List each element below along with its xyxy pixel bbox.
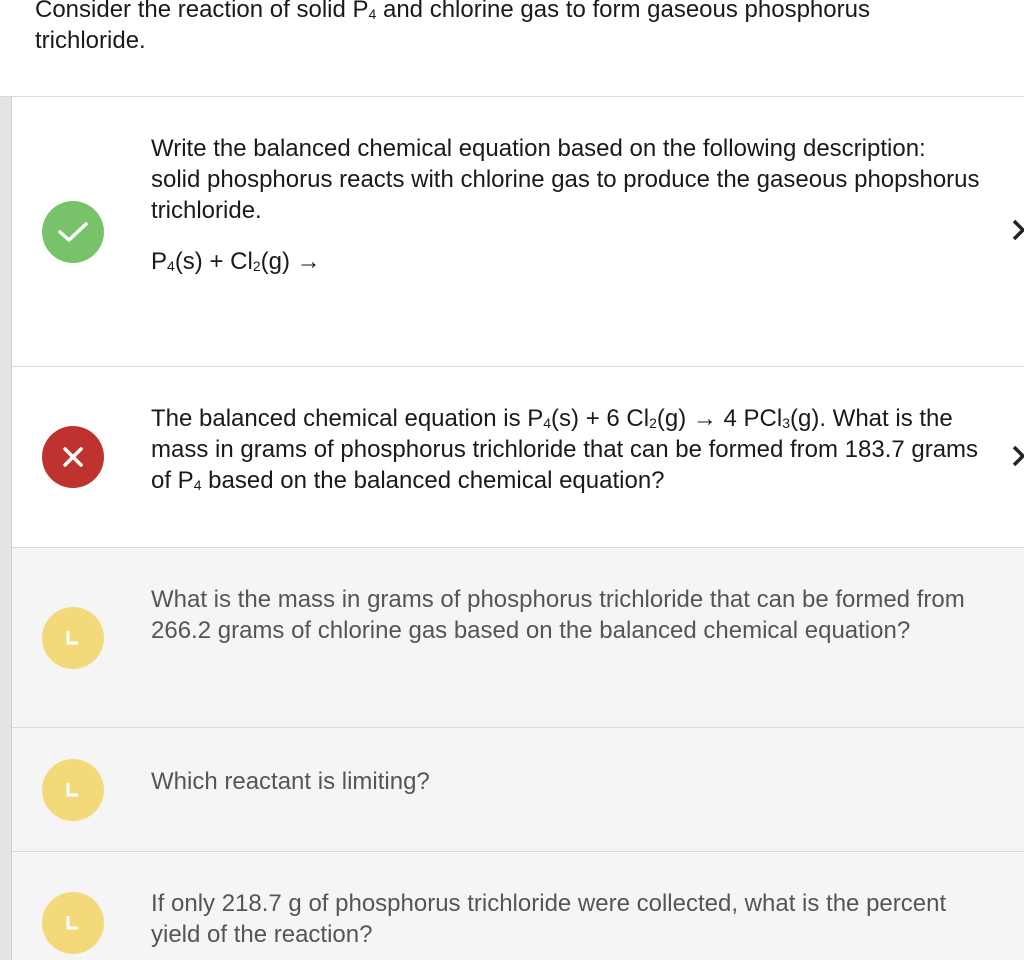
step-1-equation: $P_4(s) + Cl_2(g)$ → [151, 248, 321, 275]
intro-sub: 4 [368, 6, 377, 22]
lock-icon [42, 607, 104, 669]
chevron-right-icon[interactable] [1008, 215, 1024, 245]
step-2[interactable] [12, 367, 1024, 548]
intro-line1: Consider the reaction of solid P [35, 0, 369, 23]
checkmark-icon [42, 201, 104, 263]
step-1-description: solid phosphorus reacts with chlorine gas to produce the gaseous phopshorus trichloride. [151, 166, 980, 224]
intro-text [35, 0, 995, 56]
step-1[interactable] [12, 97, 1024, 367]
step-4-text: Which reactant is limiting? [151, 768, 430, 795]
step-5 [12, 852, 1024, 960]
lock-icon [42, 892, 104, 954]
intro-line1-end: and chlorine gas to form gaseous phosphorus [376, 0, 870, 23]
step-1-instruction: Write the balanced chemical equation based on the following description: [151, 135, 926, 162]
intro-line2: trichloride. [35, 27, 146, 54]
step-3 [12, 548, 1024, 728]
step-4 [12, 728, 1024, 852]
left-rail [0, 96, 12, 960]
lock-icon [42, 759, 104, 821]
chevron-right-icon[interactable] [1008, 441, 1024, 471]
x-icon [42, 426, 104, 488]
step-3-text: What is the mass in grams of phosphorus trichloride that can be formed from 266.2 grams of chlorine gas based on the balanced chemical equation? [151, 586, 965, 644]
step-1-text [151, 133, 981, 277]
step-5-text: If only 218.7 g of phosphorus trichloride were collected, what is the percent yield of the reaction? [151, 890, 947, 948]
step-2-text: The balanced chemical equation is $P_4(s) + 6$ $Cl_2(g) \to 4$ PCl$_3$(g). What is the mass in grams of phosphorus trichloride that can be formed from 183.7 grams of $P_4$ based on the balanced chemical equation? [151, 405, 979, 494]
problem-intro [0, 0, 1024, 97]
